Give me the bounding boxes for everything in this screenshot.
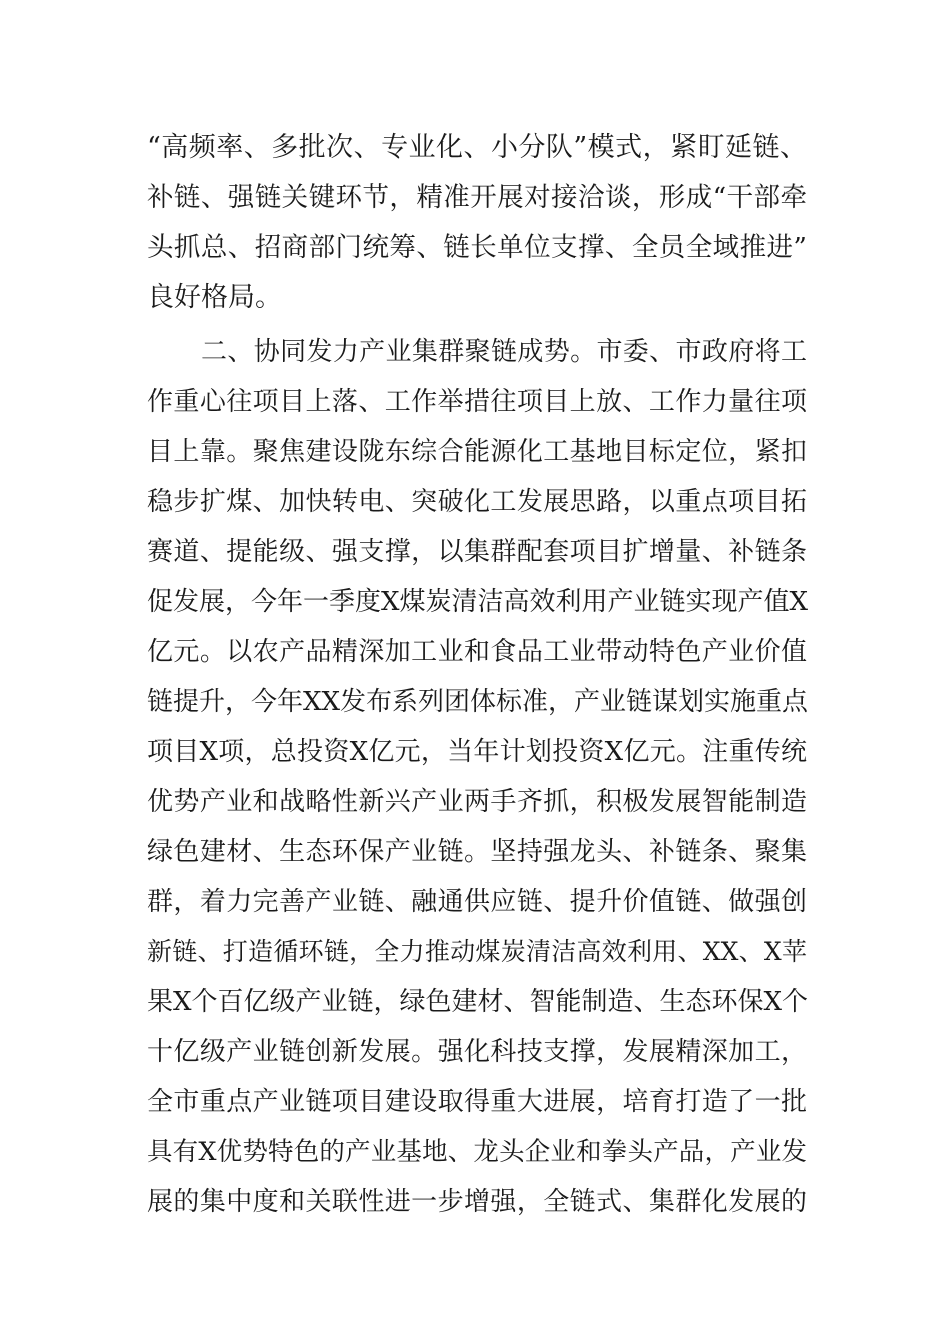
text-line-13: 项目X项，总投资X亿元，当年计划投资X亿元。注重传统 <box>147 737 807 767</box>
text-line-1: “高频率、多批次、专业化、小分队”模式，紧盯延链、 <box>147 132 807 163</box>
paragraph-heading-line: 二、协同发力产业集群聚链成势。市委、市政府将工 <box>201 337 807 367</box>
text-line-15: 绿色建材、生态环保产业链。坚持强龙头、补链条、聚集 <box>147 837 807 867</box>
text-line-16: 群，着力完善产业链、融通供应链、提升价值链、做强创 <box>147 887 807 917</box>
text-line-3: 头抓总、招商部门统筹、链长单位支撑、全员全域推进” <box>147 232 807 263</box>
text-line-12: 链提升，今年XX发布系列团体标准，产业链谋划实施重点 <box>147 687 809 717</box>
text-line-7: 目上靠。聚焦建设陇东综合能源化工基地目标定位，紧扣 <box>147 437 807 467</box>
text-line-22: 展的集中度和关联性进一步增强，全链式、集群化发展的 <box>147 1187 807 1217</box>
text-line-8: 稳步扩煤、加快转电、突破化工发展思路，以重点项目拓 <box>147 487 807 517</box>
text-line-18: 果X个百亿级产业链，绿色建材、智能制造、生态环保X个 <box>147 987 809 1017</box>
text-line-2: 补链、强链关键环节，精准开展对接洽谈，形成“干部牵 <box>147 182 807 213</box>
text-line-19: 十亿级产业链创新发展。强化科技支撑，发展精深加工， <box>147 1037 807 1067</box>
text-line-20: 全市重点产业链项目建设取得重大进展，培育打造了一批 <box>147 1087 807 1117</box>
text-line-4: 良好格局。 <box>147 282 282 313</box>
text-line-14: 优势产业和战略性新兴产业两手齐抓，积极发展智能制造 <box>147 787 807 817</box>
text-line-10: 促发展，今年一季度X煤炭清洁高效利用产业链实现产值X <box>147 587 809 617</box>
text-line-9: 赛道、提能级、强支撑，以集群配套项目扩增量、补链条 <box>147 537 807 567</box>
text-line-6: 作重心往项目上落、工作举措往项目上放、工作力量往项 <box>147 387 807 417</box>
text-line-17: 新链、打造循环链，全力推动煤炭清洁高效利用、XX、X苹 <box>147 937 807 966</box>
text-line-11: 亿元。以农产品精深加工业和食品工业带动特色产业价值 <box>147 637 807 667</box>
text-line-21: 具有X优势特色的产业基地、龙头企业和拳头产品，产业发 <box>147 1137 807 1167</box>
